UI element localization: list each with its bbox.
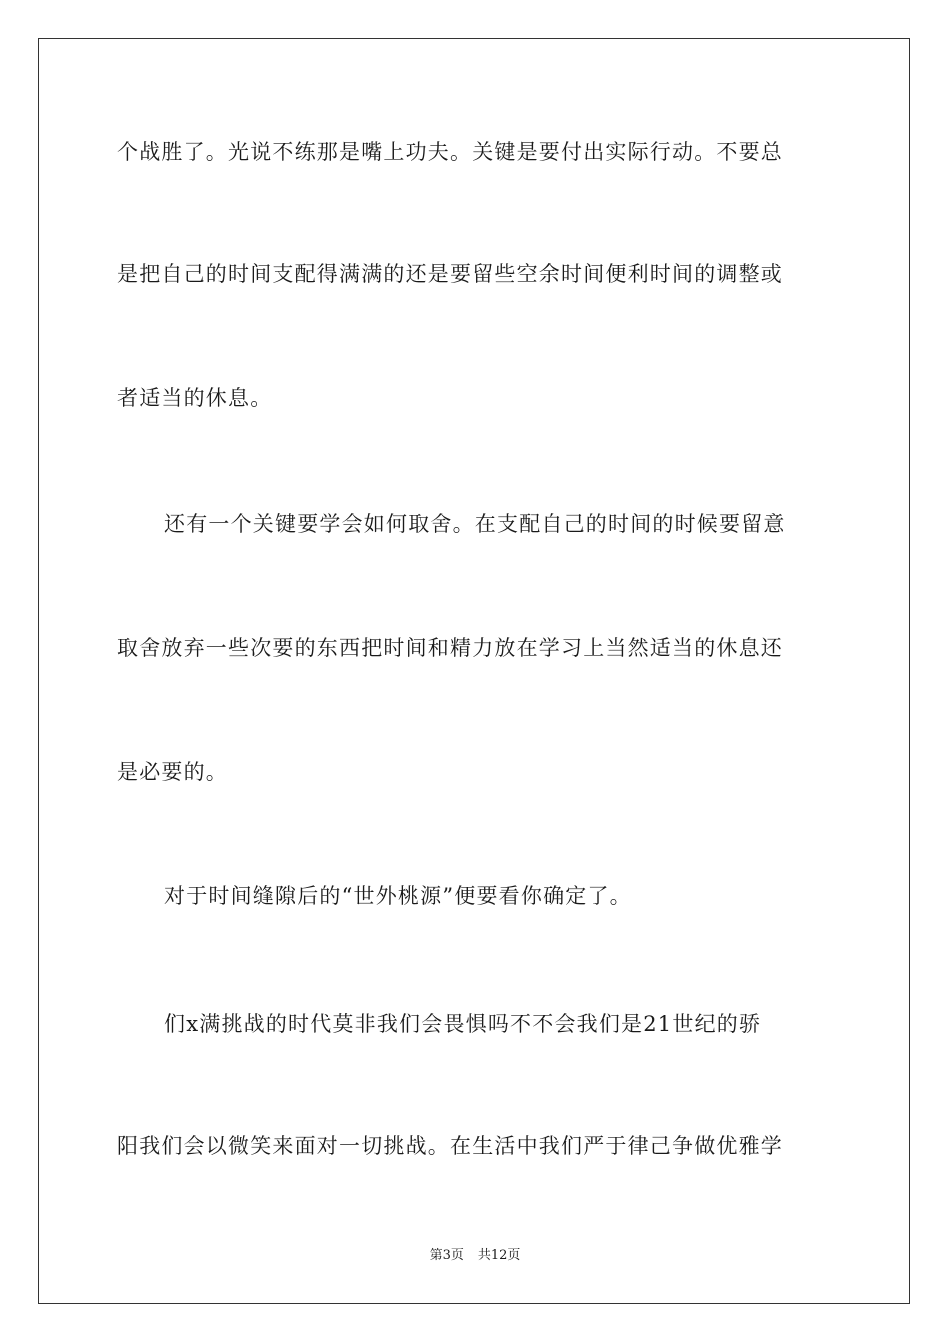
page-footer	[0, 1247, 950, 1265]
text-line: 者适当的休息。	[117, 386, 273, 410]
text-line: 是必要的。	[117, 760, 228, 784]
paragraph-start-line: 对于时间缝隙后的“世外桃源”便要看你确定了。	[164, 884, 632, 908]
paragraph-start-line: 们x满挑战的时代莫非我们会畏惧吗不不会我们是21世纪的骄	[164, 1012, 762, 1036]
text-line: 阳我们会以微笑来面对一切挑战。在生活中我们严于律己争做优雅学	[117, 1134, 783, 1158]
page-border	[38, 38, 910, 1304]
page-number: 第3页	[429, 1248, 464, 1263]
paragraph-start-line: 还有一个关键要学会如何取舍。在支配自己的时间的时候要留意	[164, 512, 786, 536]
text-line: 个战胜了。光说不练那是嘴上功夫。关键是要付出实际行动。不要总	[117, 140, 783, 164]
text-line: 是把自己的时间支配得满满的还是要留些空余时间便利时间的调整或	[117, 262, 783, 286]
text-line: 取舍放弃一些次要的东西把时间和精力放在学习上当然适当的休息还	[117, 636, 783, 660]
page-total: 共12页	[477, 1248, 521, 1263]
